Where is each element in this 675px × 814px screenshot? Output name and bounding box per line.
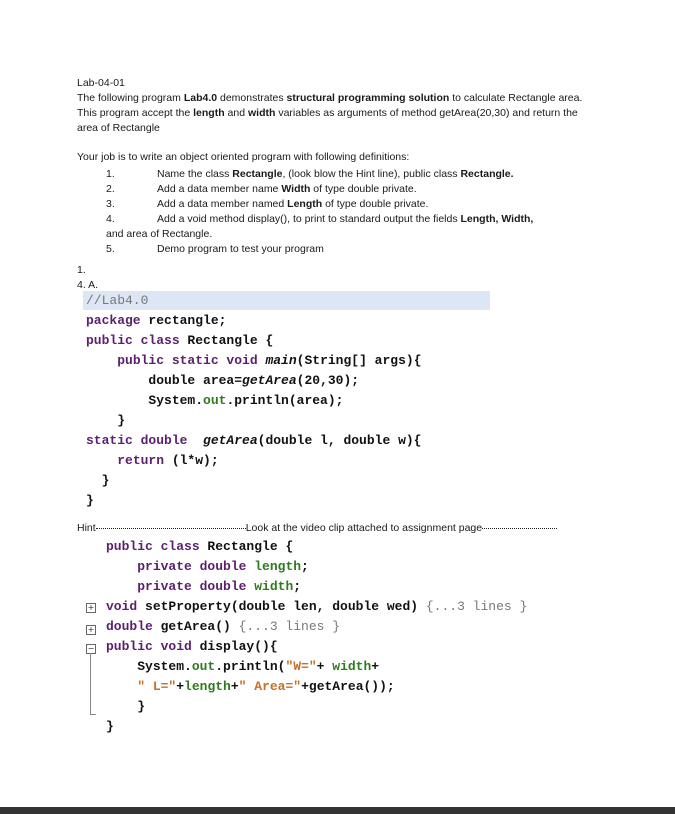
fold-collapse-icon[interactable]: − bbox=[87, 644, 95, 653]
code-field: length bbox=[184, 679, 231, 694]
bold-text: Rectangle bbox=[232, 168, 283, 180]
code-field: out bbox=[191, 659, 216, 674]
code-text: + bbox=[371, 659, 380, 674]
code-text: + bbox=[230, 679, 239, 694]
lab-title: Lab-04-01 bbox=[77, 77, 125, 89]
bold-text: Length bbox=[287, 198, 323, 210]
code-string: " Area=" bbox=[238, 679, 302, 694]
code-snippet-lab4 bbox=[86, 291, 422, 511]
fold-guide-line bbox=[90, 653, 91, 715]
code-keyword: double bbox=[106, 619, 153, 634]
text-run: , (look blow the Hint line), public class bbox=[282, 168, 461, 180]
code-field: length bbox=[246, 559, 302, 574]
code-field: width bbox=[246, 579, 294, 594]
code-brace: } bbox=[137, 699, 146, 714]
outline-1: 1. bbox=[77, 264, 86, 276]
bottom-bar bbox=[0, 807, 675, 814]
code-text: double area= bbox=[148, 373, 243, 388]
code-keyword: static double bbox=[86, 433, 188, 448]
code-keyword: package bbox=[86, 313, 141, 328]
bold-text: Length, Width, bbox=[460, 213, 534, 225]
code-brace: } bbox=[86, 493, 94, 508]
code-folded[interactable]: {...3 lines } bbox=[418, 599, 528, 614]
code-text: (String[] args){ bbox=[296, 353, 422, 368]
code-text: System. bbox=[148, 393, 204, 408]
text-run: of type double private. bbox=[322, 198, 429, 210]
code-text: ; bbox=[293, 579, 302, 594]
code-keyword: private double bbox=[137, 579, 247, 594]
list-item-number: 1. bbox=[106, 168, 115, 180]
code-text: display(){ bbox=[191, 639, 278, 654]
list-item-number: 5. bbox=[106, 243, 115, 255]
bold-text: Lab4.0 bbox=[183, 92, 218, 104]
text-run: Add a data member named bbox=[157, 198, 288, 210]
code-text: Rectangle { bbox=[179, 333, 274, 348]
code-field: width bbox=[332, 659, 372, 674]
text-run: Name the class bbox=[157, 168, 233, 180]
list-item-text: Demo program to test your program bbox=[157, 243, 324, 255]
code-text: (20,30); bbox=[296, 373, 360, 388]
list-item-text bbox=[157, 212, 597, 227]
list-item-number: 2. bbox=[106, 183, 115, 195]
code-comment: //Lab4.0 bbox=[86, 293, 149, 308]
text-run: The following program bbox=[77, 92, 184, 104]
code-keyword: public class bbox=[106, 539, 200, 554]
code-brace: } bbox=[106, 719, 114, 734]
code-text: .println( bbox=[215, 659, 286, 674]
code-text: rectangle; bbox=[140, 313, 227, 328]
list-item-text bbox=[157, 167, 597, 182]
list-item bbox=[77, 167, 597, 182]
hint-separator bbox=[96, 528, 246, 529]
lab-document bbox=[77, 76, 597, 293]
job-description: Your job is to write an object oriented program with following definitions: bbox=[77, 151, 410, 163]
code-text: (l*w); bbox=[164, 453, 219, 468]
text-run: Add a void method display(), to print to standard output the fields bbox=[157, 213, 461, 225]
code-text: getArea() bbox=[152, 619, 231, 634]
intro-paragraph bbox=[77, 91, 597, 136]
code-text: + bbox=[316, 659, 333, 674]
list-item-text bbox=[157, 197, 597, 212]
code-text: Rectangle { bbox=[199, 539, 294, 554]
code-text: ; bbox=[301, 559, 309, 574]
text-run: and bbox=[224, 107, 248, 119]
code-string: "W=" bbox=[285, 659, 317, 674]
hint-line bbox=[77, 522, 557, 534]
code-text: +getArea()); bbox=[301, 679, 395, 694]
code-text: .println(area); bbox=[226, 393, 344, 408]
text-run: to calculate Rectangle area. This program accept the bbox=[77, 92, 583, 119]
list-item bbox=[77, 182, 597, 197]
hint-label: Hint bbox=[77, 522, 96, 534]
bold-text: structural programming solution bbox=[286, 92, 450, 104]
fold-guide-end bbox=[90, 714, 96, 715]
code-method: getArea bbox=[242, 373, 297, 388]
list-item bbox=[77, 212, 597, 227]
code-method: getArea bbox=[187, 433, 258, 448]
code-keyword: public static void bbox=[117, 353, 258, 368]
outline-4a: 4. A. bbox=[77, 279, 99, 291]
list-item bbox=[77, 197, 597, 212]
code-keyword: public void bbox=[106, 639, 192, 654]
text-run: variables as arguments of method getArea(20,30) and return the area of Rectangle bbox=[77, 107, 578, 134]
text-run: of type double private. bbox=[310, 183, 417, 195]
code-field: out bbox=[203, 393, 227, 408]
requirements-list bbox=[77, 167, 597, 227]
code-brace: } bbox=[117, 413, 126, 428]
code-text: (double l, double w){ bbox=[257, 433, 422, 448]
code-text: + bbox=[176, 679, 185, 694]
code-text: setProperty(double len, double wed) bbox=[137, 599, 419, 614]
list-item-number: 4. bbox=[106, 213, 115, 225]
code-keyword: public class bbox=[86, 333, 180, 348]
code-method: main bbox=[257, 353, 297, 368]
list-item-text bbox=[157, 182, 597, 197]
item4-continuation: and area of Rectangle. bbox=[106, 228, 213, 240]
text-run: demonstrates bbox=[217, 92, 287, 104]
text-run: Add a data member name bbox=[157, 183, 282, 195]
bold-text: width bbox=[248, 107, 276, 119]
bold-text: Rectangle. bbox=[460, 168, 514, 180]
bold-text: length bbox=[193, 107, 225, 119]
hint-text: Look at the video clip attached to assignment page bbox=[245, 522, 483, 534]
bold-text: Width bbox=[281, 183, 311, 195]
code-text: System. bbox=[137, 659, 192, 674]
code-snippet-hint bbox=[106, 537, 527, 737]
code-keyword: void bbox=[106, 599, 138, 614]
code-keyword: return bbox=[117, 453, 165, 468]
fold-expand-icon[interactable]: + bbox=[87, 625, 95, 634]
code-folded[interactable]: {...3 lines } bbox=[230, 619, 341, 634]
code-brace: } bbox=[101, 473, 110, 488]
code-string: " L=" bbox=[137, 679, 177, 694]
fold-expand-icon[interactable]: + bbox=[87, 603, 95, 612]
list-item-number: 3. bbox=[106, 198, 115, 210]
code-keyword: private double bbox=[137, 559, 247, 574]
hint-separator bbox=[482, 528, 557, 529]
list-item bbox=[77, 242, 597, 257]
